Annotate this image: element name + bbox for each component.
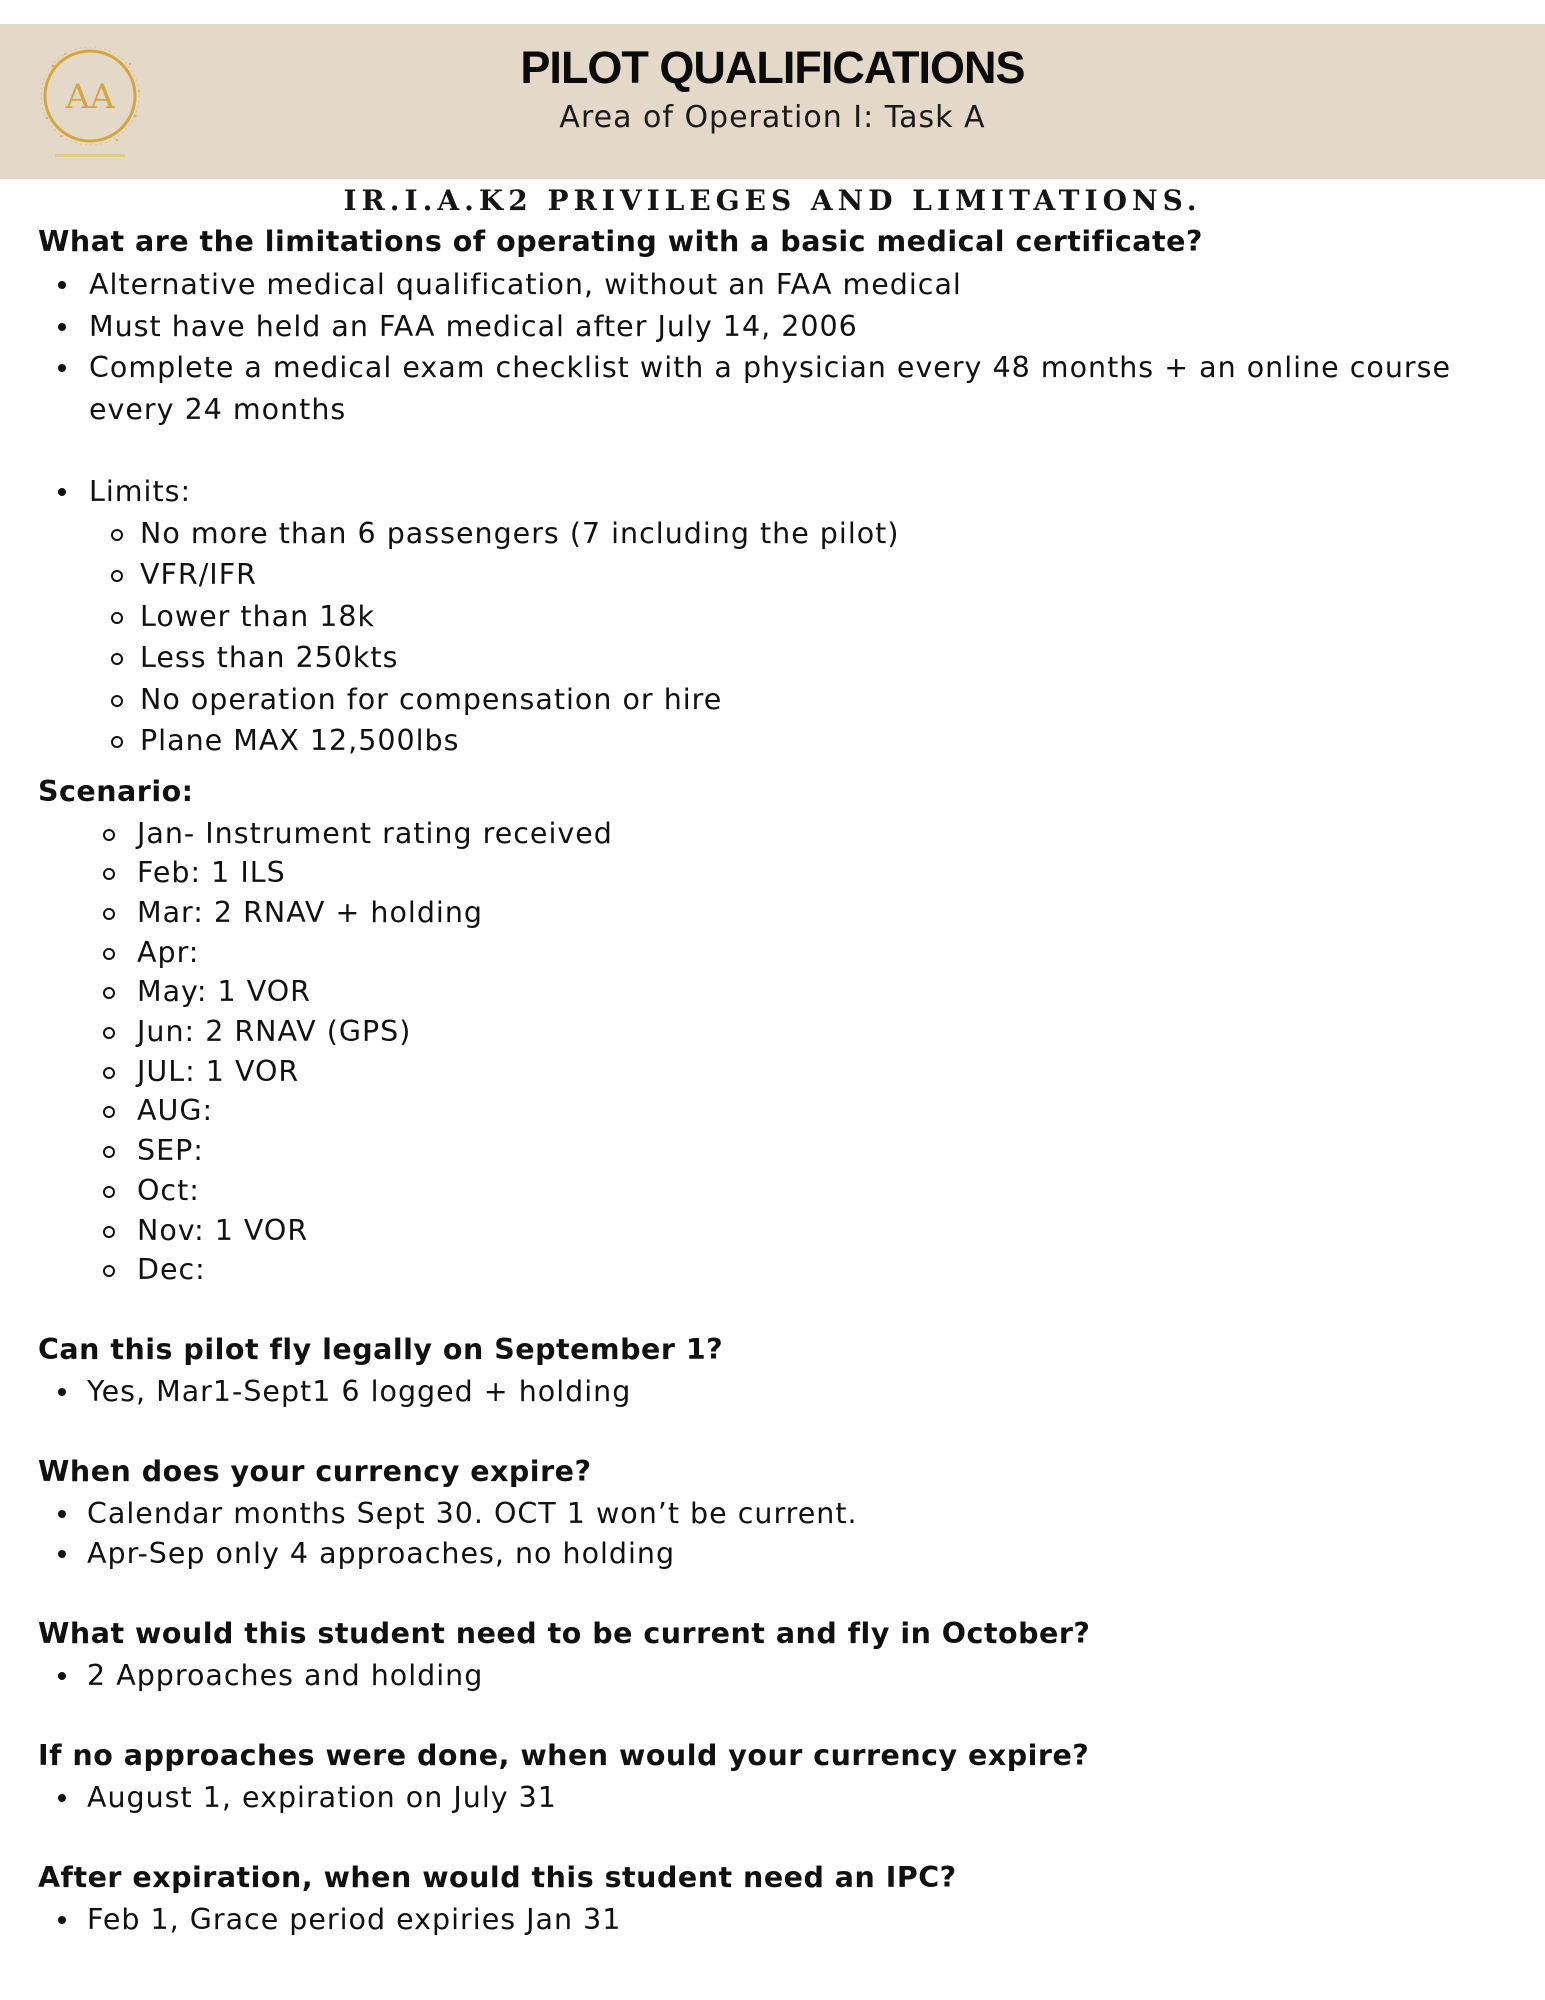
list-item: Nov: 1 VOR bbox=[95, 1211, 1518, 1251]
list-item: May: 1 VOR bbox=[95, 972, 1518, 1012]
list-item: AUG: bbox=[95, 1091, 1518, 1131]
scenario-list bbox=[38, 814, 1518, 1290]
list-item: Plane MAX 12,500lbs bbox=[89, 720, 1518, 762]
question-currency-expire: When does your currency expire? bbox=[38, 1454, 592, 1488]
question-ipc: After expiration, when would this student need an IPC? bbox=[38, 1860, 957, 1894]
question-no-approaches: If no approaches were done, when would your currency expire? bbox=[38, 1738, 1090, 1772]
list-item: Less than 250kts bbox=[89, 637, 1518, 679]
list-item: Yes, Mar1-Sept1 6 logged + holding bbox=[38, 1372, 1518, 1412]
list-item: VFR/IFR bbox=[89, 554, 1518, 596]
scenario-label: Scenario: bbox=[38, 774, 194, 808]
list-item: Jan- Instrument rating received bbox=[95, 814, 1518, 854]
list-item: Oct: bbox=[95, 1171, 1518, 1211]
content bbox=[38, 220, 1518, 1940]
question-basic-medical: What are the limitations of operating with a basic medical certificate? bbox=[38, 225, 1203, 258]
list-item: August 1, expiration on July 31 bbox=[38, 1778, 1518, 1818]
list-item: Must have held an FAA medical after July 14, 2006 bbox=[38, 306, 1518, 348]
list-item: Complete a medical exam checklist with a physician every 48 months + an online course every 24 months bbox=[38, 347, 1518, 430]
list-item: Alternative medical qualification, without an FAA medical bbox=[38, 264, 1518, 306]
logo-letters: AA bbox=[65, 77, 115, 117]
list-item: JUL: 1 VOR bbox=[95, 1052, 1518, 1092]
list-item: Feb 1, Grace period expiries Jan 31 bbox=[38, 1900, 1518, 1940]
page-title: PILOT QUALIFICATIONS bbox=[520, 42, 1025, 93]
header-banner bbox=[0, 24, 1545, 179]
page-subtitle: Area of Operation I: Task A bbox=[559, 100, 986, 135]
answer-list bbox=[38, 1778, 1518, 1818]
list-item: Jun: 2 RNAV (GPS) bbox=[95, 1012, 1518, 1052]
list-item: Calendar months Sept 30. OCT 1 won’t be current. bbox=[38, 1494, 1518, 1534]
answer-list bbox=[38, 1494, 1518, 1574]
list-item: Mar: 2 RNAV + holding bbox=[95, 893, 1518, 933]
list-item: Apr-Sep only 4 approaches, no holding bbox=[38, 1534, 1518, 1574]
answer-list bbox=[38, 1656, 1518, 1696]
limits-label bbox=[38, 471, 1518, 762]
question-fly-sept-1: Can this pilot fly legally on September 1? bbox=[38, 1332, 724, 1366]
list-item: No more than 6 passengers (7 including the pilot) bbox=[89, 513, 1518, 555]
list-item: Lower than 18k bbox=[89, 596, 1518, 638]
list-item: 2 Approaches and holding bbox=[38, 1656, 1518, 1696]
limits-label-text: Limits: bbox=[89, 475, 192, 508]
limits-list bbox=[38, 471, 1518, 762]
answer-list bbox=[38, 1900, 1518, 1940]
limits-sublist bbox=[89, 513, 1518, 762]
list-item: SEP: bbox=[95, 1131, 1518, 1171]
basic-medical-list bbox=[38, 264, 1518, 430]
answer-list bbox=[38, 1372, 1518, 1412]
list-item: Dec: bbox=[95, 1250, 1518, 1290]
list-item: Apr: bbox=[95, 933, 1518, 973]
list-item: No operation for compensation or hire bbox=[89, 679, 1518, 721]
list-item: Feb: 1 ILS bbox=[95, 853, 1518, 893]
question-october: What would this student need to be current and fly in October? bbox=[38, 1616, 1091, 1650]
section-heading: IR.I.A.K2 PRIVILEGES AND LIMITATIONS. bbox=[343, 184, 1202, 217]
